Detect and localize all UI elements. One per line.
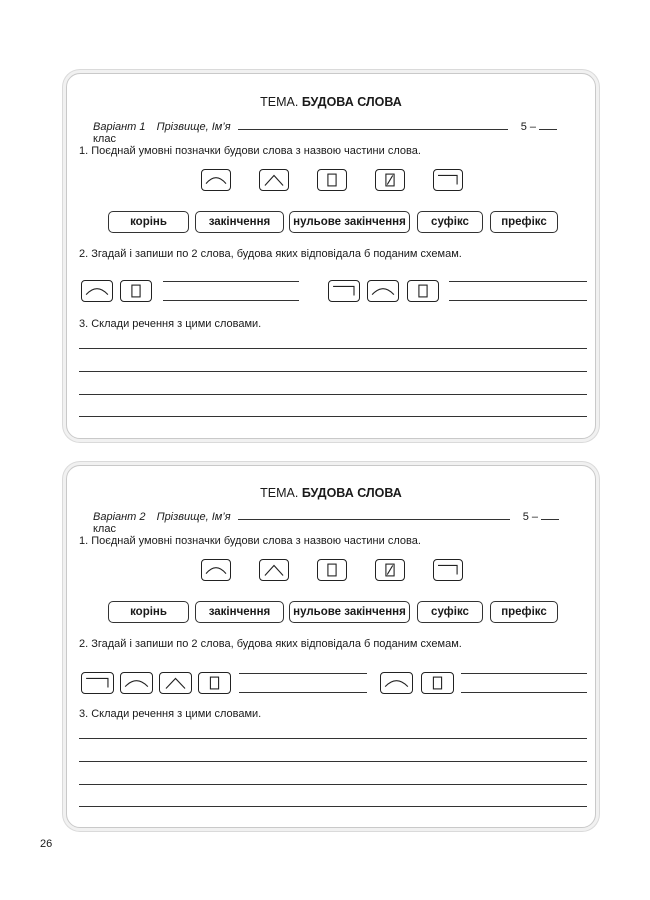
ending-peak-icon[interactable] (259, 169, 289, 191)
grade-suffix: клас (93, 133, 116, 145)
worksheet-variant-2 (66, 465, 596, 828)
prefix-corner-icon[interactable] (433, 169, 463, 191)
answer-line[interactable] (163, 300, 299, 301)
task-3-text: 3. Склади речення з цими словами. (79, 708, 262, 720)
page-number: 26 (40, 838, 53, 850)
grade-field[interactable] (539, 129, 557, 130)
worksheet-variant-1 (66, 73, 596, 439)
ending-peak-icon (159, 672, 192, 694)
part-ending-option[interactable]: закінчення (195, 211, 284, 233)
worksheet-title: ТЕМА. БУДОВА СЛОВА (260, 486, 402, 500)
task-2-text: 2. Згадай і запиши по 2 слова, будова яких відповідала б поданим схемам. (79, 638, 462, 650)
answer-line[interactable] (461, 692, 587, 693)
ending-square-slash-icon[interactable] (375, 169, 405, 191)
task-2-text: 2. Згадай і запиши по 2 слова, будова яких відповідала б поданим схемам. (79, 248, 462, 260)
worksheet-title-main: БУДОВА СЛОВА (301, 95, 402, 109)
task-1-text: 1. Поєднай умовні позначки будови слова з назвою частини слова. (79, 535, 421, 547)
part-prefix-option[interactable]: префікс (490, 211, 558, 233)
zero-ending-square-icon[interactable] (317, 559, 347, 581)
ending-square-icon (421, 672, 454, 694)
grade-prefix: 5 – (520, 121, 537, 133)
writing-line[interactable] (79, 738, 587, 739)
root-arc-icon (81, 280, 113, 302)
prefix-corner-icon (328, 280, 360, 302)
student-info-row (93, 511, 573, 535)
student-info-row (93, 121, 573, 145)
root-arc-icon[interactable] (201, 559, 231, 581)
variant-label: Варіант 1 (93, 121, 146, 133)
variant-label: Варіант 2 (93, 511, 146, 523)
prefix-corner-icon (81, 672, 114, 694)
worksheet-title: ТЕМА. БУДОВА СЛОВА (260, 95, 402, 109)
zero-ending-square-icon[interactable] (317, 169, 347, 191)
answer-line[interactable] (239, 692, 367, 693)
grade-field[interactable] (541, 519, 559, 520)
grade-prefix: 5 – (522, 511, 539, 523)
root-arc-icon (120, 672, 153, 694)
worksheet-title-main: БУДОВА СЛОВА (301, 486, 402, 500)
part-ending-option[interactable]: закінчення (195, 601, 284, 623)
ending-square-icon (198, 672, 231, 694)
part-zero-ending-option[interactable]: нульове закінчення (289, 601, 410, 623)
writing-line[interactable] (79, 761, 587, 762)
writing-line[interactable] (79, 784, 587, 785)
part-prefix-option[interactable]: префікс (490, 601, 558, 623)
prefix-corner-icon[interactable] (433, 559, 463, 581)
root-arc-icon (367, 280, 399, 302)
answer-line[interactable] (449, 281, 587, 282)
answer-line[interactable] (163, 281, 299, 282)
ending-square-slash-icon[interactable] (375, 559, 405, 581)
task-3-text: 3. Склади речення з цими словами. (79, 318, 262, 330)
writing-line[interactable] (79, 371, 587, 372)
answer-line[interactable] (461, 673, 587, 674)
part-suffix-option[interactable]: суфікс (417, 601, 483, 623)
name-label: Прізвище, Ім’я (156, 511, 231, 523)
writing-line[interactable] (79, 806, 587, 807)
answer-line[interactable] (449, 300, 587, 301)
root-arc-icon[interactable] (201, 169, 231, 191)
name-label: Прізвище, Ім’я (156, 121, 231, 133)
answer-line[interactable] (239, 673, 367, 674)
ending-peak-icon[interactable] (259, 559, 289, 581)
name-field[interactable] (238, 129, 508, 130)
name-field[interactable] (238, 519, 510, 520)
part-root-option[interactable]: корінь (108, 601, 189, 623)
grade-suffix: клас (93, 523, 116, 535)
writing-line[interactable] (79, 348, 587, 349)
ending-square-icon (120, 280, 152, 302)
writing-line[interactable] (79, 416, 587, 417)
root-arc-icon (380, 672, 413, 694)
part-suffix-option[interactable]: суфікс (417, 211, 483, 233)
ending-square-icon (407, 280, 439, 302)
part-root-option[interactable]: корінь (108, 211, 189, 233)
part-zero-ending-option[interactable]: нульове закінчення (289, 211, 410, 233)
writing-line[interactable] (79, 394, 587, 395)
task-1-text: 1. Поєднай умовні позначки будови слова з назвою частини слова. (79, 145, 421, 157)
